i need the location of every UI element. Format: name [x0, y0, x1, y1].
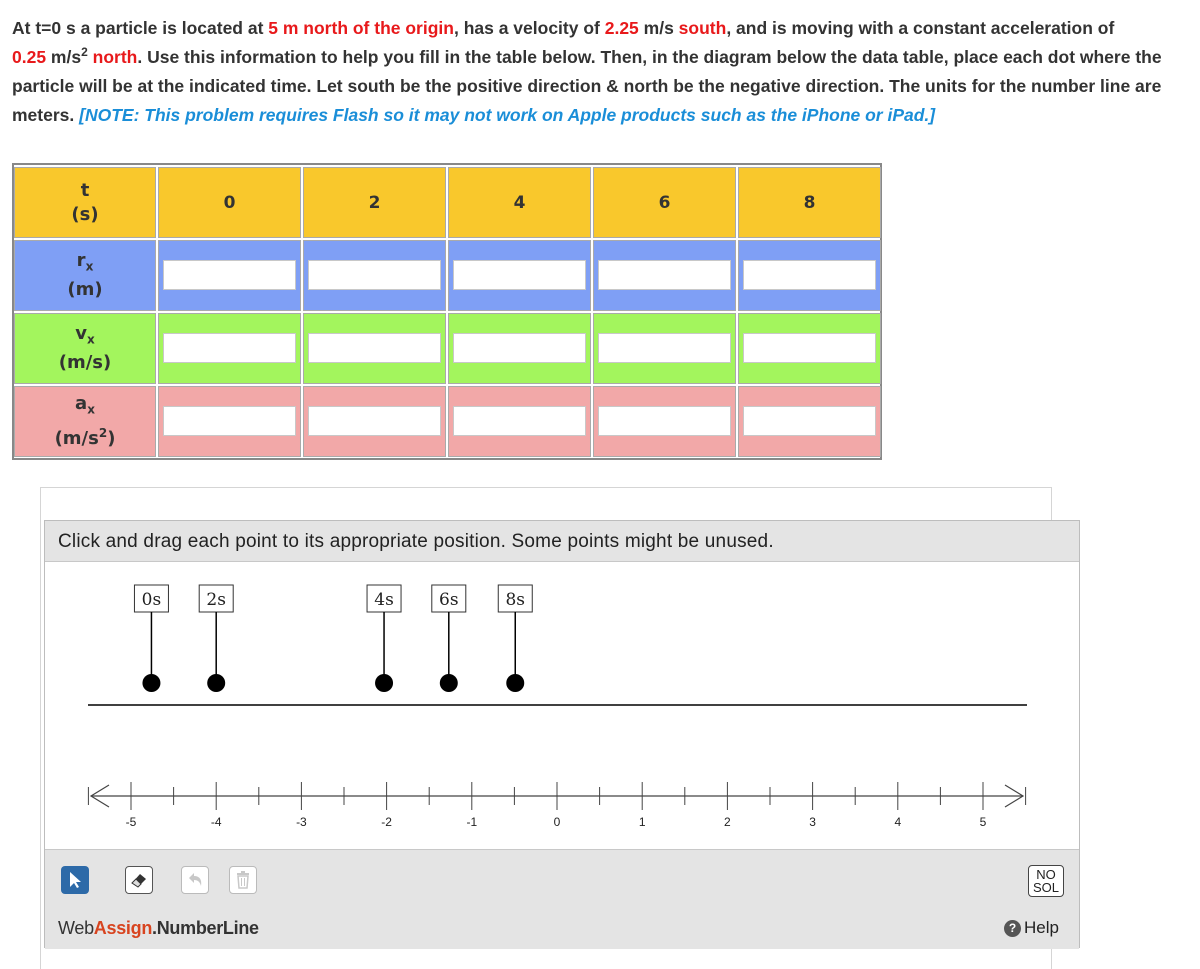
- acceleration-cell: [448, 386, 591, 457]
- acceleration-unit-exponent: 2: [81, 45, 88, 60]
- time-value: 2: [368, 192, 381, 213]
- tick-label: -1: [466, 815, 478, 829]
- acceleration-cell: [738, 386, 881, 457]
- acceleration-cell: [303, 386, 446, 457]
- position-cell: [448, 240, 591, 311]
- acceleration-header: [14, 386, 156, 457]
- problem-text-5: . Use this information to help you fill in the table below. Then, in the diagram below the data table, place each dot where the particle will be at the indicated time. Let south be the positive direction & north be the negative direction. The units for the number line are meters.: [12, 47, 1162, 125]
- point-dot[interactable]: [375, 674, 393, 692]
- problem-text-3: m/s: [638, 18, 679, 38]
- help-button[interactable]: [1004, 918, 1059, 938]
- point-4s[interactable]: [367, 585, 401, 692]
- acceleration-cell: [593, 386, 736, 457]
- velocity-header: [14, 313, 156, 384]
- velocity-cell: [448, 313, 591, 384]
- eraser-icon: [129, 871, 149, 889]
- velocity-label: v: [75, 322, 87, 344]
- initial-velocity-direction: south: [678, 18, 727, 38]
- position-cell: [738, 240, 881, 311]
- initial-position-value: 5 m: [268, 18, 299, 38]
- tick-label: 5: [979, 815, 987, 829]
- position-input-t4[interactable]: [453, 260, 586, 290]
- time-label: t: [80, 179, 90, 201]
- tick-label: -5: [125, 815, 137, 829]
- tick-label: 4: [894, 815, 902, 829]
- time-value: 4: [513, 192, 526, 213]
- position-cell: [303, 240, 446, 311]
- time-header: [14, 167, 156, 238]
- position-unit: (m): [67, 279, 103, 301]
- tick-label: 2: [724, 815, 731, 829]
- time-cell: [303, 167, 446, 238]
- acceleration-row: [14, 386, 880, 457]
- time-value: 8: [803, 192, 816, 213]
- acceleration-label: a: [75, 392, 88, 414]
- velocity-input-t8[interactable]: [743, 333, 876, 363]
- position-label: r: [76, 249, 86, 271]
- point-dot[interactable]: [207, 674, 225, 692]
- nosol-line2: SOL: [1032, 880, 1059, 895]
- tick-label: -4: [210, 815, 222, 829]
- time-cell: [738, 167, 881, 238]
- acceleration-unit-exp: 2: [98, 426, 108, 441]
- numberline-canvas: [45, 562, 1079, 848]
- numberline-applet: [44, 520, 1080, 948]
- tick-label: 0: [553, 815, 561, 829]
- help-label: Help: [1024, 918, 1059, 937]
- tick-label: 1: [638, 815, 646, 829]
- problem-text-2: , has a velocity of: [453, 18, 605, 38]
- number-line-axis: [88, 782, 1025, 829]
- point-label: 4s: [374, 590, 394, 610]
- nosol-line1: NO: [1036, 867, 1056, 882]
- velocity-input-t0[interactable]: [163, 333, 296, 363]
- point-6s[interactable]: [432, 585, 466, 692]
- velocity-unit: (m/s): [58, 352, 112, 374]
- position-input-t0[interactable]: [163, 260, 296, 290]
- applet-toolbar: [45, 849, 1079, 949]
- velocity-row: [14, 313, 880, 384]
- position-header: [14, 240, 156, 311]
- time-row: [14, 167, 880, 238]
- position-input-t8[interactable]: [743, 260, 876, 290]
- velocity-subscript: x: [86, 332, 95, 347]
- point-label: 0s: [141, 590, 162, 610]
- velocity-input-t4[interactable]: [453, 333, 586, 363]
- point-2s[interactable]: [199, 585, 233, 692]
- help-icon: ?: [1004, 920, 1021, 937]
- brand-web: Web: [58, 918, 94, 938]
- acceleration-unit: m/s: [46, 47, 82, 67]
- velocity-input-t2[interactable]: [308, 333, 441, 363]
- problem-statement: [12, 14, 1188, 130]
- initial-position-direction: north of the origin: [298, 18, 454, 38]
- tick-label: -2: [381, 815, 392, 829]
- velocity-input-t6[interactable]: [598, 333, 731, 363]
- acceleration-input-t8[interactable]: [743, 406, 876, 436]
- applet-instruction: Click and drag each point to its appropriate position. Some points might be unused.: [45, 521, 1079, 562]
- time-cell: [448, 167, 591, 238]
- point-dot[interactable]: [506, 674, 524, 692]
- point-0s[interactable]: [134, 585, 168, 692]
- velocity-cell: [593, 313, 736, 384]
- acceleration-input-t4[interactable]: [453, 406, 586, 436]
- velocity-cell: [738, 313, 881, 384]
- position-input-t6[interactable]: [598, 260, 731, 290]
- draggable-points: [134, 585, 532, 692]
- velocity-cell: [158, 313, 301, 384]
- point-8s[interactable]: [498, 585, 532, 692]
- position-row: [14, 240, 880, 311]
- velocity-cell: [303, 313, 446, 384]
- tick-label: 3: [809, 815, 816, 829]
- acceleration-unit-pre: (m/s: [54, 428, 99, 450]
- trash-button[interactable]: [229, 866, 257, 894]
- time-value: 0: [223, 192, 236, 213]
- undo-icon: [185, 871, 205, 889]
- acceleration-input-t2[interactable]: [308, 406, 441, 436]
- initial-velocity-value: 2.25: [604, 18, 639, 38]
- brand-numberline: .NumberLine: [152, 918, 259, 938]
- time-value: 6: [658, 192, 671, 213]
- problem-text-4: , and is moving with a constant acceleration of: [726, 18, 1115, 38]
- point-dot[interactable]: [142, 674, 160, 692]
- trash-icon: [234, 870, 252, 890]
- data-table: [12, 163, 882, 460]
- point-label: 8s: [505, 590, 526, 610]
- acceleration-subscript: x: [87, 402, 95, 417]
- brand-assign: Assign: [93, 918, 153, 938]
- eraser-tool-button[interactable]: [125, 866, 153, 894]
- no-solution-button[interactable]: [1028, 865, 1064, 897]
- acceleration-unit-post: ): [107, 428, 116, 450]
- undo-button[interactable]: [181, 866, 209, 894]
- pointer-icon: [67, 871, 83, 889]
- time-cell: [593, 167, 736, 238]
- tick-label: -3: [296, 815, 307, 829]
- position-input-t2[interactable]: [308, 260, 441, 290]
- acceleration-input-t0[interactable]: [163, 406, 296, 436]
- acceleration-cell: [158, 386, 301, 457]
- pointer-tool-button[interactable]: [61, 866, 89, 894]
- acceleration-input-t6[interactable]: [598, 406, 731, 436]
- problem-text-1: At t=0 s a particle is located at: [12, 18, 269, 38]
- webassign-numberline-logo: [58, 918, 259, 939]
- position-cell: [158, 240, 301, 311]
- point-dot[interactable]: [440, 674, 458, 692]
- flash-note: [NOTE: This problem requires Flash so it may not work on Apple products such as the iPhone or iPad.]: [79, 105, 936, 125]
- point-label: 2s: [206, 590, 226, 610]
- acceleration-value: 0.25: [12, 47, 47, 67]
- point-label: 6s: [439, 590, 459, 610]
- position-subscript: x: [85, 259, 94, 274]
- acceleration-direction: north: [87, 47, 138, 67]
- time-cell: [158, 167, 301, 238]
- time-unit: (s): [71, 203, 99, 225]
- position-cell: [593, 240, 736, 311]
